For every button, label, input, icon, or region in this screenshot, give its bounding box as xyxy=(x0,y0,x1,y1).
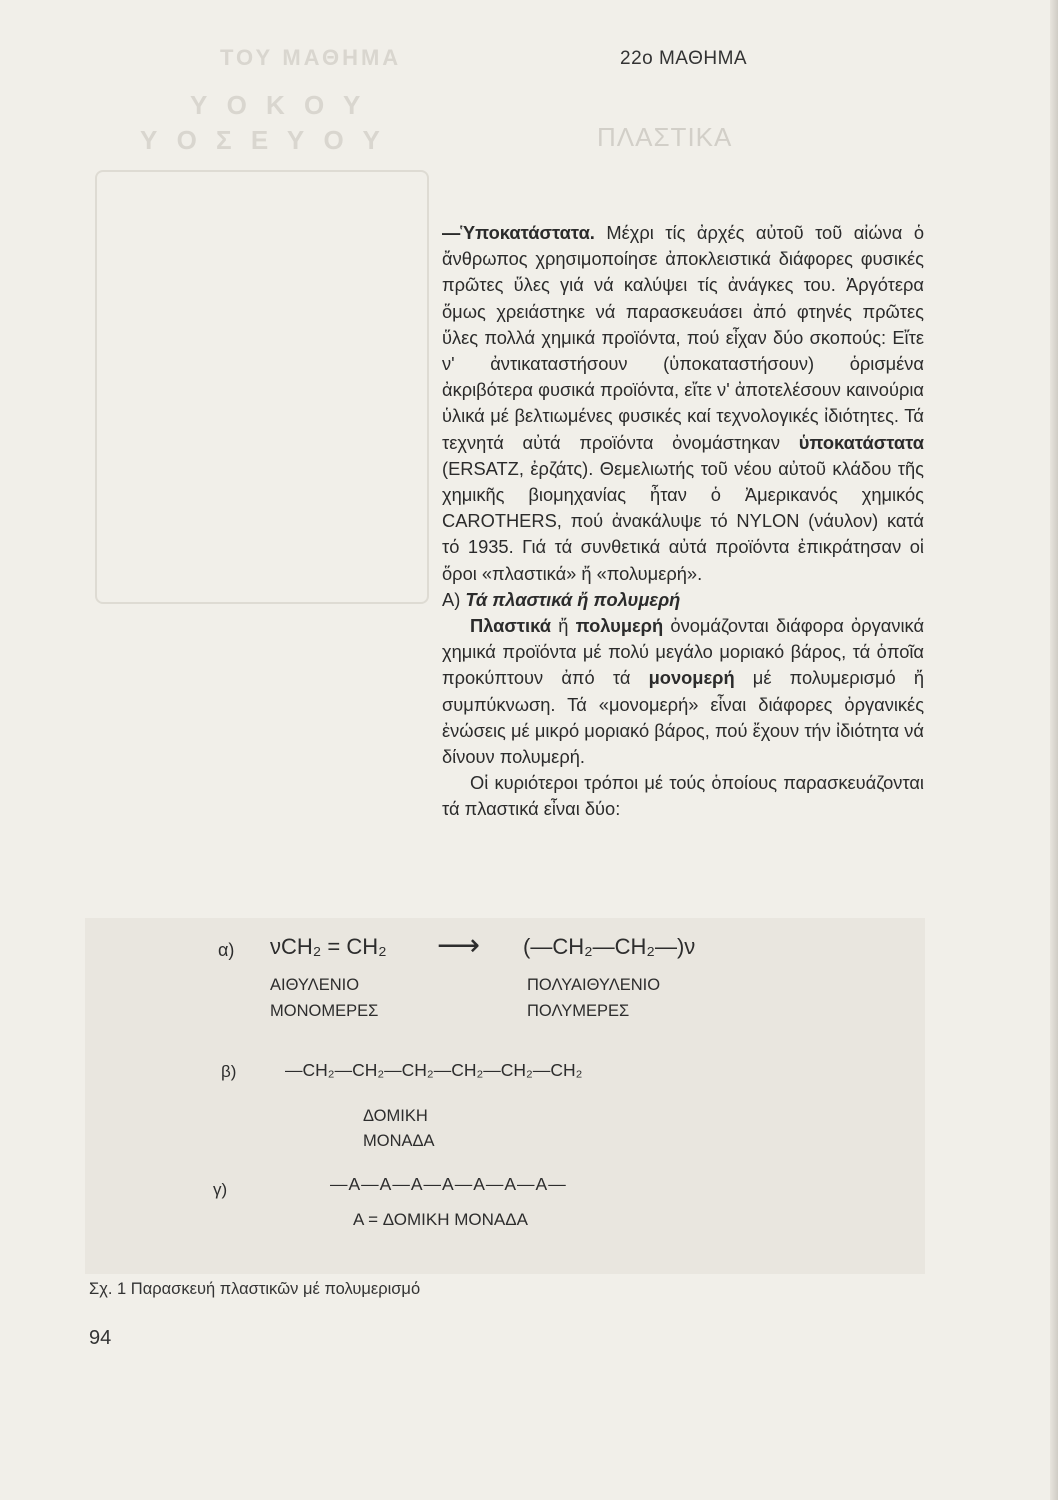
reaction-b-label: β) xyxy=(221,1062,237,1081)
lesson-heading: 22ο ΜΑΘΗΜΑ xyxy=(620,48,748,69)
show-through-figure xyxy=(95,170,429,604)
show-through-heading: Υ Ο Κ Ο Υ xyxy=(190,90,367,120)
paragraph-text: (ERSATZ, ἐρζάτς). Θεμελιωτής τοῦ νέου αὐτοῦ κλάδου τῆς χημικῆς βιομηχανίας ἦταν ὁ Ἀμερικανός χημικός CAROTHERS, πού ἀνακάλυψε τό NYLON (νάυλον) κατά τό 1935. Γιά τά συνθετικά αὐτά προϊόντα ἐπικράτησαν οἱ ὅροι «πλαστικά» ἤ «πολυμερή». xyxy=(442,457,924,584)
reaction-a-label: α) xyxy=(218,940,235,960)
term-monomers: μονομερή xyxy=(648,667,735,689)
structural-unit-label-1: ΔΟΜΙΚΗ xyxy=(363,1107,428,1125)
show-through-figure xyxy=(95,910,96,911)
page-edge-shadow xyxy=(1050,0,1058,1500)
paragraph-text: ἤ xyxy=(550,615,576,637)
reaction-c-label: γ) xyxy=(213,1180,228,1199)
paragraph-text: ὀνομάζονται διάφορα ὀργανικά χημικά προϊόντα μέ πολύ μεγάλο μοριακό βάρος, τά ὁποῖα προκύπτουν ἀπό τά xyxy=(442,615,925,689)
term-ersatz: ὑποκατάστατα xyxy=(798,431,924,453)
paragraph-text: μέ πολυμερισμό ἤ συμπύκνωση. Τά «μονομερή» εἶναι διάφορες ὀργανικές ἐνώσεις μέ μικρό μοριακό βάρος, πού ἔχουν τήν ἰδιότητα νά δίνουν πολυμερή. xyxy=(442,667,924,768)
figure-caption: Σχ. 1 Παρασκευή πλαστικῶν μέ πολυμερισμό xyxy=(89,1280,421,1298)
term-polymers: πολυμερή xyxy=(575,615,664,637)
chain-c-legend: A = ΔΟΜΙΚΗ ΜΟΝΑΔΑ xyxy=(353,1210,528,1229)
term-ersatz-lead: —Ὑποκατάστατα. xyxy=(442,222,595,243)
chain-c-formula: —A—A—A—A—A—A—A— xyxy=(330,1174,567,1194)
term-plastics: Πλαστικά xyxy=(470,615,551,637)
chain-b-formula: —CH₂—CH₂—CH₂—CH₂—CH₂—CH₂ xyxy=(285,1060,583,1080)
page-number: 94 xyxy=(89,1327,112,1349)
monomer-type: ΜΟΝΟΜΕΡΕΣ xyxy=(270,1002,379,1020)
section-title: Τά πλαστικά ἤ πολυμερή xyxy=(465,588,681,610)
monomer-name: ΑΙΘΥΛΕΝΙΟ xyxy=(270,976,360,994)
section-heading xyxy=(442,587,924,613)
polymerization-figure xyxy=(85,918,925,1274)
reaction-a-polymer-formula: (—CH₂—CH₂—)ν xyxy=(523,934,696,959)
page-title: ΠΛΑΣΤΙΚΑ xyxy=(597,122,733,152)
polymer-name: ΠΟΛΥΑΙΘΥΛΕΝΙΟ xyxy=(527,976,661,994)
show-through-heading: Υ Ο Σ Ε Υ Ο Υ xyxy=(140,125,386,155)
show-through-heading: ΤΟΥ ΜΑΘΗΜΑ xyxy=(220,45,402,70)
paragraph-definition xyxy=(442,613,924,770)
polymer-type: ΠΟΛΥΜΕΡΕΣ xyxy=(527,1002,630,1020)
paragraph-methods: Οἱ κυριότεροι τρόποι μέ τούς ὁποίους παρασκευάζονται τά πλαστικά εἶναι δύο: xyxy=(442,772,924,820)
reaction-a-monomer-formula: νCH₂ = CH₂ xyxy=(270,934,387,959)
reaction-arrow-icon: ⟶ xyxy=(437,929,481,962)
paragraph-ersatz xyxy=(442,220,924,587)
section-prefix: Α) xyxy=(442,588,466,610)
paragraph-text: Μέχρι τίς ἀρχές αὐτοῦ τοῦ αἰώνα ὁ ἄνθρωπος χρησιμοποίησε ἀποκλειστικά διάφορες φυσικές πρῶτες ὕλες γιά νά καλύψει τίς ἀνάγκες του. Ἀργότερα ὅμως χρειάστηκε νά παρασκευάσει ἀπό φτηνές πρῶτες ὕλες πολλά χημικά προϊόντα, πού εἶχαν δύο σκοπούς: Εἴτε ν' ἀντικαταστήσουν (ὑποκαταστήσουν) ὁρισμένα ἀκριβότερα φυσικά προϊόντα, εἴτε ν' ἀποτελέσουν καινούρια ὑλικά μέ βελτιωμένες φυσικές καί τεχνολογικές ἰδιότητες. Τά τεχνητά αὐτά προϊόντα ὀνομάστηκαν xyxy=(442,222,924,453)
structural-unit-label-2: ΜΟΝΑΔΑ xyxy=(363,1132,435,1150)
main-text-column xyxy=(442,220,924,823)
